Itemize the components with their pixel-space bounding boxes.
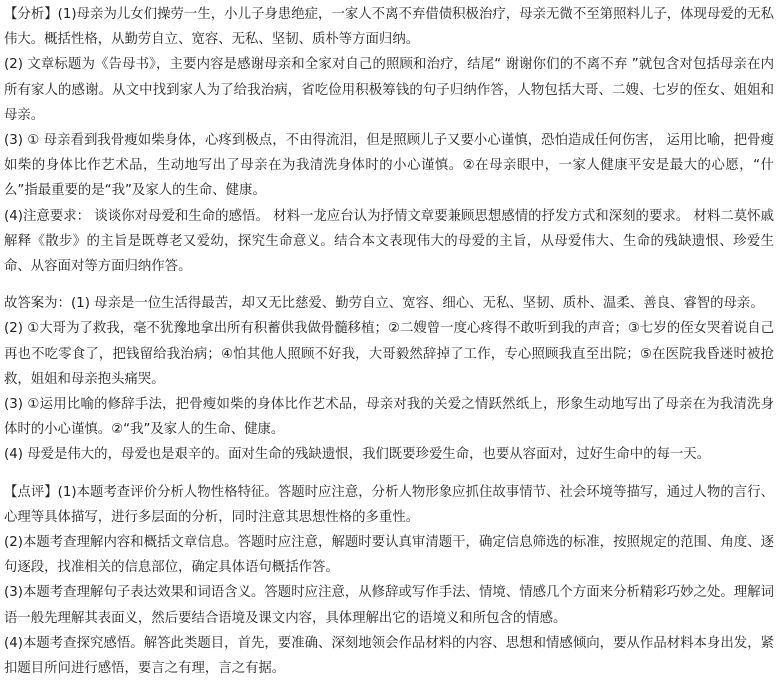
section-gap [4,468,774,480]
answer-section [4,291,774,467]
analysis-paragraph-4: (4)注意要求： 谈谈你对母爱和生命的感悟。 材料一龙应台认为抒情文章要兼顾思想感情的抒发方式和深刻的要求。 材料二莫怀戚解释《散步》的主旨是既尊老又爱幼，探究生命意义。结合本文表现伟大的母爱的主旨，从母爱伟大、生命的残缺遗恨、珍爱生命、从容面对等方面归纳作答。 [4,208,774,275]
comment-paragraph-3: (3)本题考查理解句子表达效果和词语含义。答题时应注意，从修辞或写作手法、情境、情感几个方面来分析精彩巧妙之处。理解词语一般先理解其表面义，然后要结合语境及课文内容，具体理解出它的语境义和所包含的情感。 [4,585,774,626]
comment-paragraph-2: (2)本题考查理解内容和概括文章信息。答题时应注意，解题时要认真审清题干，确定信息筛选的标准，按照规定的范围、角度、逐句逐段，找准相关的信息部位，确定具体语句概括作答。 [4,535,774,576]
answer-paragraph-1: 故答案为：(1) 母亲是一位生活得最苦，却又无比慈爱、勤劳自立、宽容、细心、无私、坚韧、质朴、温柔、善良、睿智的母亲。 [4,296,764,312]
answer-paragraph-4: (4) 母爱是伟大的，母爱也是艰辛的。面对生命的残缺遗恨，我们既要珍爱生命，也要从容面对，过好生命中的每一天。 [4,447,711,463]
analysis-section [4,2,774,279]
comment-paragraph-1: 【点评】(1)本题考查评价分析人物性格特征。答题时应注意，分析人物形象应抓住故事情节、社会环境等描写，通过人物的言行、心理等具体描写，进行多层面的分析，同时注意其思想性格的多重性。 [4,484,774,525]
analysis-paragraph-2: (2) 文章标题为《告母书》，主要内容是感谢母亲和全家对自己的照顾和治疗，结尾“ 谢谢你们的不离不弃 ”就包含对包括母亲在内所有家人的感谢。从文中找到家人为了给我治病，省吃俭用积极筹钱的句子归纳作答，人物包括大哥、二嫂、七岁的侄女、姐姐和母亲。 [4,57,774,123]
analysis-paragraph-3: (3) ① 母亲看到我骨瘦如柴身体，心疼到极点，不由得流泪，但是照顾儿子又要小心谨慎，恐怕造成任何伤害， 运用比喻，把骨瘦如柴的身体比作艺术品，生动地写出了母亲在为我清洗身体时的小心谨慎。②在母亲眼中，一家人健康平安是最大的心愿，“什么”指最重要的是“我”及家人的生命、健康。 [4,133,774,199]
answer-paragraph-3: (3) ①运用比喻的修辞手法，把骨瘦如柴的身体比作艺术品，母亲对我的关爱之情跃然纸上，形象生动地写出了母亲在为我清洗身体时的小心谨慎。②“我”及家人的生命、健康。 [4,397,774,438]
comment-section [4,480,774,681]
comment-paragraph-4: (4)本题考查探究感悟。解答此类题目，首先，要准确、深刻地领会作品材料的内容、思想和情感倾向，要从作品材料本身出发，紧扣题目所问进行感悟，要言之有理，言之有据。 [4,635,774,677]
answer-paragraph-2: (2) ①大哥为了救我，毫不犹豫地拿出所有积蓄供我做骨髓移植；②二嫂曾一度心疼得不敢听到我的声音；③七岁的侄女哭着说自己再也不吃零食了，把钱留给我治病；④怕其他人照顾不好我，大哥毅然辞掉了工作，专心照顾我直至出院；⑤在医院我昏迷时被抢救，姐姐和母亲抱头痛哭。 [4,321,774,387]
section-gap [4,279,774,291]
analysis-paragraph-1: 【分析】(1)母亲为儿女们操劳一生，小儿子身患绝症，一家人不离不弃借债积极治疗，母亲无微不至第照料儿子，体现母爱的无私伟大。概括性格，从勤劳自立、宽容、无私、坚韧、质朴等方面归纳。 [4,7,774,48]
